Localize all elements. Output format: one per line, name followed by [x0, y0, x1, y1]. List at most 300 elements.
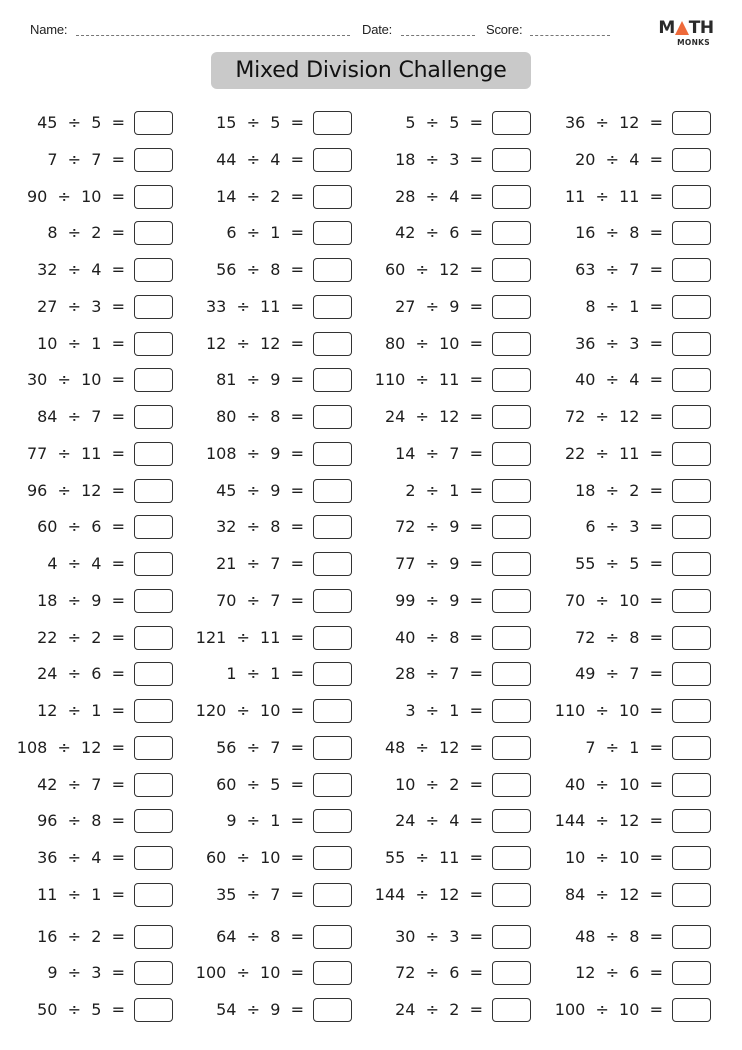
problem-equation: 30 ÷ 10 =	[26, 370, 125, 389]
answer-box[interactable]	[672, 961, 711, 985]
answer-box[interactable]	[492, 185, 531, 209]
answer-box[interactable]	[492, 332, 531, 356]
answer-box[interactable]	[313, 332, 352, 356]
answer-box[interactable]	[134, 773, 173, 797]
problem-equation: 24 ÷ 2 =	[395, 1000, 483, 1019]
answer-box[interactable]	[672, 185, 711, 209]
answer-box[interactable]	[313, 479, 352, 503]
logo-letters-th: TH	[688, 18, 714, 38]
problem-equation: 56 ÷ 8 =	[216, 260, 304, 279]
problem-row	[541, 185, 711, 209]
problem-row	[3, 221, 173, 245]
problem-row	[361, 662, 531, 686]
answer-box[interactable]	[672, 111, 711, 135]
answer-box[interactable]	[134, 148, 173, 172]
answer-box[interactable]	[672, 736, 711, 760]
problem-equation: 10 ÷ 2 =	[395, 775, 483, 794]
answer-box[interactable]	[492, 368, 531, 392]
answer-box[interactable]	[492, 846, 531, 870]
answer-box[interactable]	[492, 258, 531, 282]
answer-box[interactable]	[134, 515, 173, 539]
problem-row	[182, 552, 352, 576]
answer-box[interactable]	[492, 961, 531, 985]
answer-box[interactable]	[492, 589, 531, 613]
problem-row	[182, 515, 352, 539]
problem-equation: 100 ÷ 10 =	[195, 963, 304, 982]
answer-box[interactable]	[492, 148, 531, 172]
problem-row	[182, 925, 352, 949]
answer-box[interactable]	[313, 552, 352, 576]
problem-equation: 27 ÷ 3 =	[37, 297, 125, 316]
answer-box[interactable]	[492, 883, 531, 907]
problem-equation: 15 ÷ 5 =	[216, 113, 304, 132]
problem-equation: 24 ÷ 12 =	[384, 407, 483, 426]
problem-equation: 36 ÷ 4 =	[37, 848, 125, 867]
problem-row	[361, 846, 531, 870]
problem-equation: 4 ÷ 4 =	[47, 554, 125, 573]
problem-row	[541, 368, 711, 392]
problem-equation: 8 ÷ 1 =	[585, 297, 663, 316]
problem-equation: 44 ÷ 4 =	[216, 150, 304, 169]
problem-row	[541, 552, 711, 576]
answer-box[interactable]	[672, 332, 711, 356]
problem-equation: 16 ÷ 8 =	[575, 223, 663, 242]
problem-row	[361, 185, 531, 209]
problem-row	[361, 998, 531, 1022]
problem-equation: 5 ÷ 5 =	[405, 113, 483, 132]
answer-box[interactable]	[313, 961, 352, 985]
problem-equation: 9 ÷ 1 =	[226, 811, 304, 830]
answer-box[interactable]	[672, 589, 711, 613]
answer-box[interactable]	[492, 221, 531, 245]
problem-equation: 100 ÷ 10 =	[554, 1000, 663, 1019]
answer-box[interactable]	[313, 998, 352, 1022]
problem-row	[541, 998, 711, 1022]
problem-row	[541, 258, 711, 282]
problem-equation: 120 ÷ 10 =	[195, 701, 304, 720]
problem-equation: 144 ÷ 12 =	[554, 811, 663, 830]
answer-box[interactable]	[134, 846, 173, 870]
problem-equation: 60 ÷ 12 =	[384, 260, 483, 279]
answer-box[interactable]	[313, 221, 352, 245]
problem-row	[541, 809, 711, 833]
answer-box[interactable]	[313, 809, 352, 833]
problem-equation: 42 ÷ 7 =	[37, 775, 125, 794]
problem-equation: 22 ÷ 2 =	[37, 628, 125, 647]
problem-equation: 108 ÷ 12 =	[16, 738, 125, 757]
answer-box[interactable]	[492, 662, 531, 686]
problem-equation: 84 ÷ 12 =	[564, 885, 663, 904]
problem-row	[3, 662, 173, 686]
problem-row	[541, 961, 711, 985]
answer-box[interactable]	[672, 405, 711, 429]
answer-box[interactable]	[492, 515, 531, 539]
problem-row	[3, 883, 173, 907]
answer-box[interactable]	[134, 332, 173, 356]
problem-equation: 24 ÷ 6 =	[37, 664, 125, 683]
answer-box[interactable]	[492, 442, 531, 466]
problem-row	[361, 295, 531, 319]
problem-row	[3, 111, 173, 135]
name-label: Name:	[30, 22, 68, 37]
problem-row	[182, 961, 352, 985]
problem-row	[3, 258, 173, 282]
answer-box[interactable]	[672, 662, 711, 686]
answer-box[interactable]	[672, 368, 711, 392]
answer-box[interactable]	[492, 479, 531, 503]
answer-box[interactable]	[313, 111, 352, 135]
answer-box[interactable]	[313, 846, 352, 870]
answer-box[interactable]	[672, 809, 711, 833]
logo-triangle-icon	[675, 21, 689, 35]
problem-row	[182, 148, 352, 172]
problem-equation: 10 ÷ 10 =	[564, 848, 663, 867]
answer-box[interactable]	[313, 773, 352, 797]
problem-equation: 11 ÷ 1 =	[37, 885, 125, 904]
problem-equation: 24 ÷ 4 =	[395, 811, 483, 830]
problem-row	[3, 809, 173, 833]
problem-equation: 60 ÷ 5 =	[216, 775, 304, 794]
problem-equation: 50 ÷ 5 =	[37, 1000, 125, 1019]
problem-equation: 108 ÷ 9 =	[205, 444, 304, 463]
problem-equation: 60 ÷ 10 =	[205, 848, 304, 867]
problem-row	[182, 185, 352, 209]
problem-equation: 81 ÷ 9 =	[216, 370, 304, 389]
answer-box[interactable]	[492, 925, 531, 949]
problem-equation: 42 ÷ 6 =	[395, 223, 483, 242]
logo-letter-m: M	[658, 18, 675, 38]
problem-row	[361, 111, 531, 135]
problem-equation: 72 ÷ 6 =	[395, 963, 483, 982]
problem-row	[3, 961, 173, 985]
problem-equation: 12 ÷ 1 =	[37, 701, 125, 720]
answer-box[interactable]	[134, 479, 173, 503]
answer-box[interactable]	[492, 809, 531, 833]
answer-box[interactable]	[313, 258, 352, 282]
problem-row	[541, 479, 711, 503]
answer-box[interactable]	[134, 185, 173, 209]
problem-equation: 32 ÷ 8 =	[216, 517, 304, 536]
problem-equation: 16 ÷ 2 =	[37, 927, 125, 946]
score-field[interactable]	[530, 35, 610, 36]
answer-box[interactable]	[492, 773, 531, 797]
answer-box[interactable]	[492, 405, 531, 429]
problem-row	[361, 699, 531, 723]
math-monks-logo	[658, 19, 714, 47]
answer-box[interactable]	[313, 405, 352, 429]
answer-box[interactable]	[134, 589, 173, 613]
problem-equation: 144 ÷ 12 =	[374, 885, 483, 904]
problem-equation: 96 ÷ 12 =	[26, 481, 125, 500]
problem-row	[541, 405, 711, 429]
problem-row	[182, 111, 352, 135]
problem-equation: 72 ÷ 9 =	[395, 517, 483, 536]
problem-row	[3, 773, 173, 797]
problem-row	[541, 295, 711, 319]
answer-box[interactable]	[313, 925, 352, 949]
answer-box[interactable]	[134, 626, 173, 650]
answer-box[interactable]	[134, 221, 173, 245]
problem-equation: 96 ÷ 8 =	[37, 811, 125, 830]
problem-equation: 22 ÷ 11 =	[564, 444, 663, 463]
problem-equation: 18 ÷ 9 =	[37, 591, 125, 610]
answer-box[interactable]	[134, 405, 173, 429]
answer-box[interactable]	[672, 148, 711, 172]
problem-row	[361, 883, 531, 907]
worksheet-title	[211, 52, 531, 89]
problem-equation: 2 ÷ 1 =	[405, 481, 483, 500]
problem-row	[361, 479, 531, 503]
problem-equation: 32 ÷ 4 =	[37, 260, 125, 279]
problem-equation: 48 ÷ 8 =	[575, 927, 663, 946]
problem-equation: 121 ÷ 11 =	[195, 628, 304, 647]
problem-row	[361, 332, 531, 356]
problem-row	[3, 589, 173, 613]
problem-equation: 40 ÷ 4 =	[575, 370, 663, 389]
problem-row	[3, 479, 173, 503]
problem-equation: 6 ÷ 1 =	[226, 223, 304, 242]
problem-row	[541, 626, 711, 650]
problem-equation: 6 ÷ 3 =	[585, 517, 663, 536]
problem-equation: 45 ÷ 9 =	[216, 481, 304, 500]
answer-box[interactable]	[313, 442, 352, 466]
answer-box[interactable]	[134, 552, 173, 576]
problem-row	[3, 846, 173, 870]
problem-equation: 110 ÷ 11 =	[374, 370, 483, 389]
problem-row	[3, 185, 173, 209]
problem-equation: 28 ÷ 7 =	[395, 664, 483, 683]
problem-equation: 72 ÷ 12 =	[564, 407, 663, 426]
problem-row	[3, 148, 173, 172]
problem-equation: 27 ÷ 9 =	[395, 297, 483, 316]
answer-box[interactable]	[313, 883, 352, 907]
answer-box[interactable]	[313, 148, 352, 172]
answer-box[interactable]	[134, 925, 173, 949]
problem-row	[361, 405, 531, 429]
date-field[interactable]	[401, 35, 475, 36]
problem-equation: 70 ÷ 10 =	[564, 591, 663, 610]
problem-equation: 7 ÷ 7 =	[47, 150, 125, 169]
problem-row	[541, 662, 711, 686]
problem-equation: 54 ÷ 9 =	[216, 1000, 304, 1019]
answer-box[interactable]	[492, 626, 531, 650]
problem-equation: 48 ÷ 12 =	[384, 738, 483, 757]
problem-equation: 11 ÷ 11 =	[564, 187, 663, 206]
problem-equation: 21 ÷ 7 =	[216, 554, 304, 573]
name-field[interactable]	[76, 35, 350, 36]
problem-equation: 56 ÷ 7 =	[216, 738, 304, 757]
problem-equation: 45 ÷ 5 =	[37, 113, 125, 132]
problem-row	[541, 332, 711, 356]
problem-equation: 7 ÷ 1 =	[585, 738, 663, 757]
problem-equation: 3 ÷ 1 =	[405, 701, 483, 720]
answer-box[interactable]	[134, 111, 173, 135]
problem-row	[182, 809, 352, 833]
answer-box[interactable]	[134, 998, 173, 1022]
answer-box[interactable]	[672, 515, 711, 539]
answer-box[interactable]	[672, 295, 711, 319]
answer-box[interactable]	[492, 111, 531, 135]
answer-box[interactable]	[672, 258, 711, 282]
problem-equation: 60 ÷ 6 =	[37, 517, 125, 536]
answer-box[interactable]	[134, 662, 173, 686]
problem-row	[182, 295, 352, 319]
problem-row	[541, 148, 711, 172]
answer-box[interactable]	[672, 221, 711, 245]
answer-box[interactable]	[313, 368, 352, 392]
worksheet-title-text: Mixed Division Challenge	[235, 58, 507, 83]
problem-equation: 28 ÷ 4 =	[395, 187, 483, 206]
problem-row	[361, 961, 531, 985]
answer-box[interactable]	[134, 699, 173, 723]
problem-row	[3, 552, 173, 576]
problem-row	[3, 368, 173, 392]
answer-box[interactable]	[672, 998, 711, 1022]
problem-equation: 40 ÷ 10 =	[564, 775, 663, 794]
problem-equation: 18 ÷ 3 =	[395, 150, 483, 169]
problem-row	[541, 736, 711, 760]
problem-equation: 55 ÷ 5 =	[575, 554, 663, 573]
problem-equation: 30 ÷ 3 =	[395, 927, 483, 946]
answer-box[interactable]	[492, 699, 531, 723]
answer-box[interactable]	[134, 295, 173, 319]
problem-equation: 110 ÷ 10 =	[554, 701, 663, 720]
problem-row	[541, 442, 711, 466]
problem-row	[541, 883, 711, 907]
problem-row	[182, 442, 352, 466]
answer-box[interactable]	[313, 626, 352, 650]
problem-row	[182, 258, 352, 282]
problem-equation: 64 ÷ 8 =	[216, 927, 304, 946]
problem-row	[361, 552, 531, 576]
answer-box[interactable]	[672, 846, 711, 870]
problem-row	[361, 515, 531, 539]
answer-box[interactable]	[313, 662, 352, 686]
problem-row	[182, 221, 352, 245]
problem-row	[361, 258, 531, 282]
problem-row	[182, 773, 352, 797]
answer-box[interactable]	[672, 442, 711, 466]
answer-box[interactable]	[313, 185, 352, 209]
problem-equation: 70 ÷ 7 =	[216, 591, 304, 610]
problem-row	[182, 368, 352, 392]
problem-row	[361, 221, 531, 245]
answer-box[interactable]	[134, 368, 173, 392]
answer-box[interactable]	[492, 736, 531, 760]
problem-equation: 84 ÷ 7 =	[37, 407, 125, 426]
answer-box[interactable]	[134, 809, 173, 833]
problem-row	[3, 442, 173, 466]
problem-equation: 8 ÷ 2 =	[47, 223, 125, 242]
answer-box[interactable]	[134, 736, 173, 760]
problem-equation: 12 ÷ 12 =	[205, 334, 304, 353]
answer-box[interactable]	[313, 736, 352, 760]
answer-box[interactable]	[492, 998, 531, 1022]
problem-row	[541, 925, 711, 949]
problem-row	[361, 736, 531, 760]
answer-box[interactable]	[492, 552, 531, 576]
problem-equation: 14 ÷ 2 =	[216, 187, 304, 206]
problem-equation: 36 ÷ 12 =	[564, 113, 663, 132]
problem-row	[182, 662, 352, 686]
problem-equation: 20 ÷ 4 =	[575, 150, 663, 169]
answer-box[interactable]	[672, 925, 711, 949]
answer-box[interactable]	[134, 258, 173, 282]
problem-equation: 10 ÷ 1 =	[37, 334, 125, 353]
problem-equation: 14 ÷ 7 =	[395, 444, 483, 463]
problem-equation: 1 ÷ 1 =	[226, 664, 304, 683]
problem-equation: 99 ÷ 9 =	[395, 591, 483, 610]
problem-equation: 72 ÷ 8 =	[575, 628, 663, 647]
answer-box[interactable]	[672, 626, 711, 650]
problem-row	[541, 515, 711, 539]
answer-box[interactable]	[313, 295, 352, 319]
answer-box[interactable]	[672, 552, 711, 576]
problem-row	[3, 699, 173, 723]
problem-equation: 90 ÷ 10 =	[26, 187, 125, 206]
problem-row	[3, 332, 173, 356]
answer-box[interactable]	[672, 773, 711, 797]
problem-equation: 80 ÷ 10 =	[384, 334, 483, 353]
problem-row	[361, 148, 531, 172]
problem-row	[3, 925, 173, 949]
problem-row	[182, 332, 352, 356]
answer-box[interactable]	[134, 961, 173, 985]
problem-equation: 35 ÷ 7 =	[216, 885, 304, 904]
problem-row	[182, 846, 352, 870]
problem-row	[541, 699, 711, 723]
problem-row	[361, 368, 531, 392]
problem-row	[3, 998, 173, 1022]
problem-equation: 49 ÷ 7 =	[575, 664, 663, 683]
problem-row	[3, 405, 173, 429]
problem-row	[182, 699, 352, 723]
problem-equation: 33 ÷ 11 =	[205, 297, 304, 316]
answer-box[interactable]	[313, 699, 352, 723]
answer-box[interactable]	[672, 479, 711, 503]
date-label: Date:	[362, 22, 393, 37]
problem-row	[3, 515, 173, 539]
answer-box[interactable]	[313, 589, 352, 613]
problem-row	[182, 589, 352, 613]
problem-equation: 77 ÷ 11 =	[26, 444, 125, 463]
problem-row	[182, 626, 352, 650]
problem-equation: 55 ÷ 11 =	[384, 848, 483, 867]
answer-box[interactable]	[492, 295, 531, 319]
problem-row	[182, 883, 352, 907]
answer-box[interactable]	[672, 883, 711, 907]
problem-row	[361, 589, 531, 613]
problem-row	[361, 773, 531, 797]
problem-row	[361, 626, 531, 650]
problem-equation: 80 ÷ 8 =	[216, 407, 304, 426]
score-label: Score:	[486, 22, 523, 37]
answer-box[interactable]	[134, 442, 173, 466]
answer-box[interactable]	[313, 515, 352, 539]
answer-box[interactable]	[672, 699, 711, 723]
problem-row	[361, 925, 531, 949]
problem-row	[541, 846, 711, 870]
problem-row	[541, 589, 711, 613]
logo-subtitle: MONKS	[677, 38, 710, 47]
problem-row	[541, 111, 711, 135]
answer-box[interactable]	[134, 883, 173, 907]
problem-row	[361, 442, 531, 466]
problem-equation: 18 ÷ 2 =	[575, 481, 663, 500]
problem-row	[3, 626, 173, 650]
problem-equation: 36 ÷ 3 =	[575, 334, 663, 353]
problem-row	[361, 809, 531, 833]
